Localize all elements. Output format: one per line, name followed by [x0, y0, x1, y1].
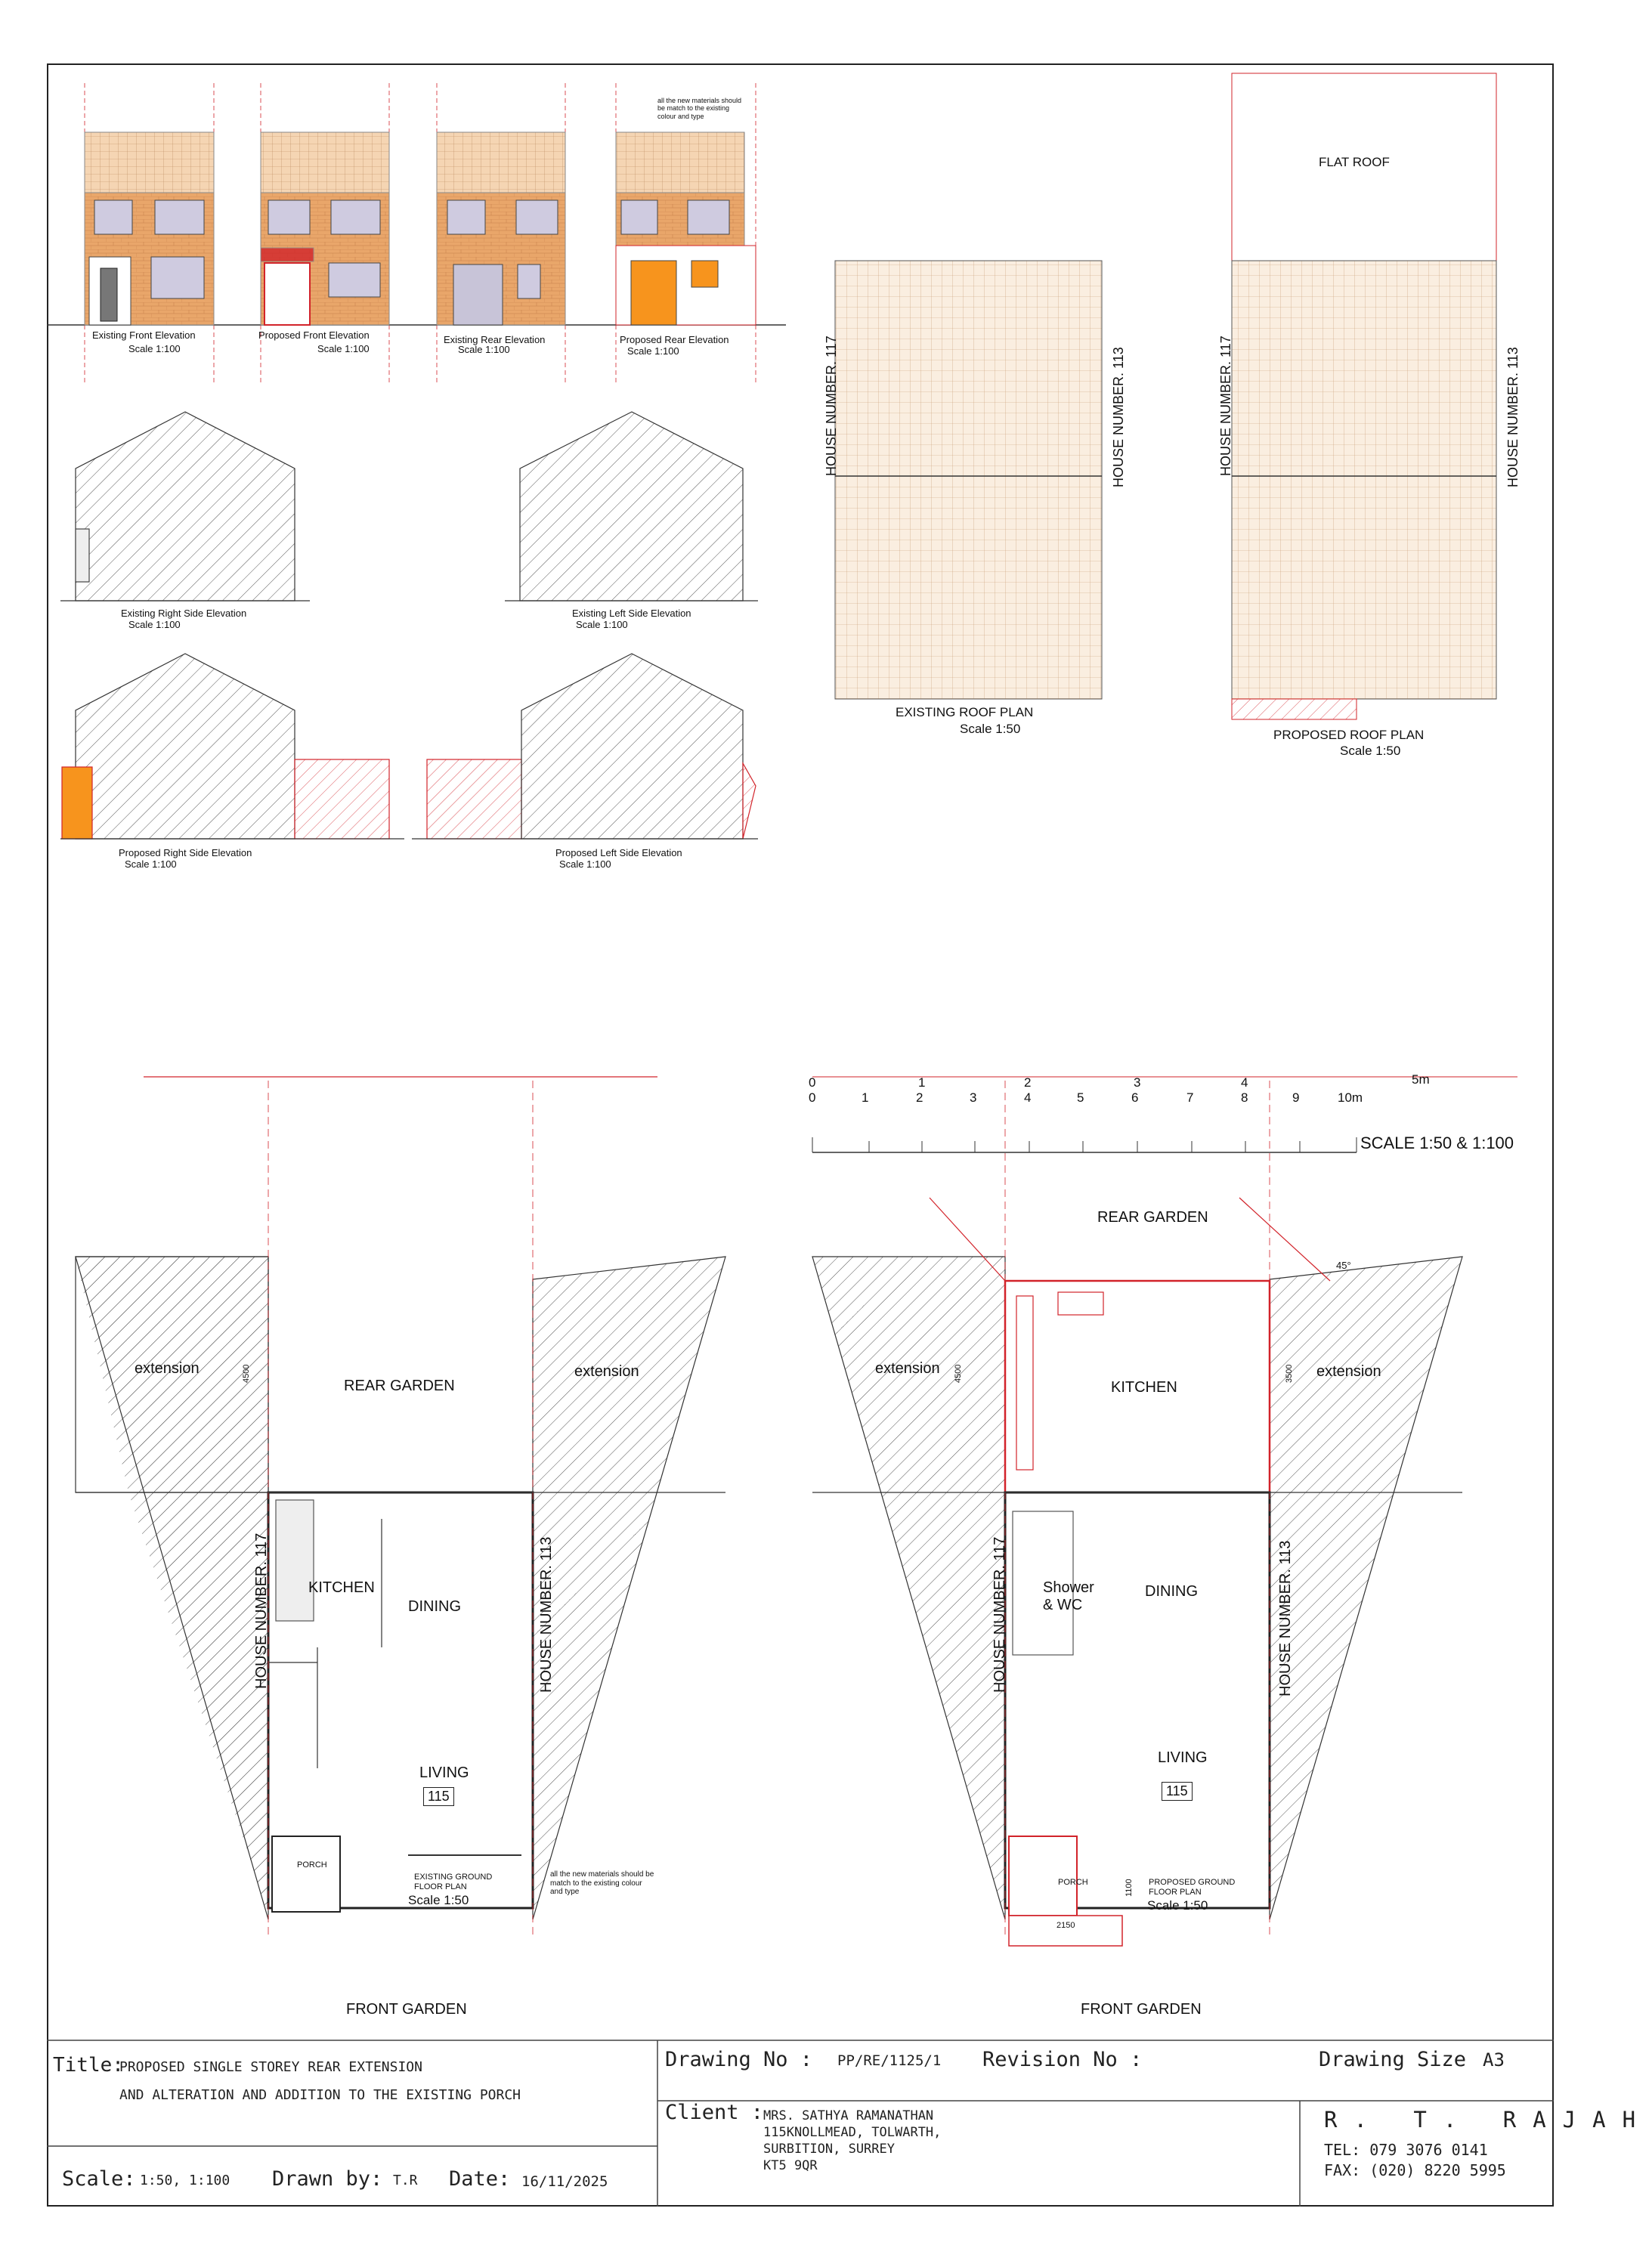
company-fax: FAX: (020) 8220 5995 [1324, 2161, 1506, 2179]
proposed-extension-left: extension [875, 1360, 940, 1377]
roof-proposed-house-117: HOUSE NUMBER. 117 [1218, 336, 1233, 476]
existing-kitchen: KITCHEN [308, 1579, 375, 1596]
proposed-house-number: 115 [1162, 1782, 1193, 1801]
existing-floor-plan [76, 1077, 725, 1935]
existing-house-113: HOUSE NUMBER. 113 [538, 1536, 555, 1693]
existing-roof-plan-scale: Scale 1:50 [960, 722, 1021, 736]
proposed-dimension: 4500 [954, 1364, 963, 1383]
proposed-dimension-side: 3500 [1285, 1364, 1294, 1383]
proposed-roof-plan-scale: Scale 1:50 [1340, 744, 1401, 758]
proposed-plan-title: PROPOSED GROUND FLOOR PLAN [1149, 1878, 1236, 1897]
existing-extension-right: extension [574, 1363, 639, 1380]
existing-porch: PORCH [297, 1860, 327, 1870]
proposed-living: LIVING [1158, 1749, 1208, 1766]
proposed-rear-garden: REAR GARDEN [1097, 1209, 1208, 1226]
existing-front-elevation-title: Existing Front Elevation [92, 329, 196, 341]
proposed-rear-elevation-scale: Scale 1:100 [627, 345, 679, 357]
scale-bar-label: SCALE 1:50 & 1:100 [1360, 1134, 1514, 1152]
scale-top-0: 0 [809, 1075, 816, 1090]
scale-bottom-1: 1 [862, 1090, 869, 1105]
proposed-left-side-title: Proposed Left Side Elevation [555, 847, 682, 858]
proposed-extension-right: extension [1316, 1363, 1381, 1380]
scale-top-3: 3 [1134, 1075, 1141, 1090]
scale-bottom-3: 3 [970, 1090, 977, 1105]
scale-bottom-8: 8 [1241, 1090, 1248, 1105]
proposed-left-side-scale: Scale 1:100 [559, 858, 611, 870]
scale-bottom-5: 5 [1077, 1090, 1084, 1105]
elevation-materials-note: all the new materials should be match to the existing colour and type [657, 97, 742, 120]
existing-plan-scale: Scale 1:50 [408, 1893, 469, 1907]
proposed-front-garden: FRONT GARDEN [1081, 2001, 1202, 2018]
client-line-4: KT5 9QR [763, 2158, 818, 2173]
proposed-shower-wc: Shower & WC [1043, 1579, 1094, 1613]
drawn-by-label: Drawn by: [272, 2167, 383, 2191]
title-line-2: AND ALTERATION AND ADDITION TO THE EXISTING PORCH [119, 2087, 521, 2103]
drawing-no: PP/RE/1125/1 [837, 2052, 942, 2069]
proposed-porch-width: 2150 [1056, 1921, 1075, 1930]
drawn-by: T.R [393, 2173, 418, 2188]
scale-bottom-9: 9 [1292, 1090, 1300, 1105]
scale-bottom-2: 2 [916, 1090, 923, 1105]
roof-proposed-house-113: HOUSE NUMBER. 113 [1505, 347, 1521, 487]
existing-front-garden: FRONT GARDEN [346, 2001, 467, 2018]
proposed-angle: 45° [1336, 1260, 1351, 1271]
proposed-dining: DINING [1145, 1583, 1198, 1600]
proposed-kitchen: KITCHEN [1111, 1379, 1177, 1396]
existing-rear-elevation-title: Existing Rear Elevation [444, 334, 546, 345]
existing-left-side-scale: Scale 1:100 [576, 619, 628, 630]
proposed-roof-plan-title: PROPOSED ROOF PLAN [1273, 728, 1425, 742]
existing-rear-elevation-scale: Scale 1:100 [458, 344, 510, 355]
client-line-1: MRS. SATHYA RAMANATHAN [763, 2108, 934, 2123]
proposed-house-117: HOUSE NUMBER. 117 [992, 1536, 1008, 1693]
existing-extension-left: extension [135, 1360, 200, 1377]
company-name: R. T. RAJAH [1324, 2107, 1652, 2132]
existing-plan-note: all the new materials should be match to the existing colour and type [550, 1870, 654, 1896]
date-label: Date: [449, 2167, 511, 2191]
scale-top-4: 4 [1241, 1075, 1248, 1090]
title-label: Title: [53, 2054, 124, 2077]
roof-existing-house-113: HOUSE NUMBER. 113 [1111, 347, 1126, 487]
client-line-3: SURBITION, SURREY [763, 2142, 895, 2157]
existing-front-elevation-scale: Scale 1:100 [128, 343, 181, 354]
existing-right-side-title: Existing Right Side Elevation [121, 608, 247, 619]
scale-bottom-6: 6 [1131, 1090, 1139, 1105]
proposed-front-elevation-title: Proposed Front Elevation [258, 329, 370, 341]
title-line-1: PROPOSED SINGLE STOREY REAR EXTENSION [119, 2059, 422, 2075]
proposed-right-side-scale: Scale 1:100 [125, 858, 177, 870]
scale-bottom-10m: 10m [1338, 1090, 1363, 1105]
scale-top-5m: 5m [1412, 1072, 1430, 1087]
drawing-size-label: Drawing Size [1319, 2048, 1467, 2071]
drawing-size: A3 [1483, 2049, 1505, 2071]
proposed-plan-scale: Scale 1:50 [1147, 1898, 1208, 1913]
proposed-porch: PORCH [1058, 1878, 1088, 1887]
scale-bottom-7: 7 [1186, 1090, 1194, 1105]
existing-living: LIVING [419, 1764, 469, 1781]
date-value: 16/11/2025 [521, 2173, 608, 2190]
scale-top-2: 2 [1024, 1075, 1032, 1090]
existing-right-side-scale: Scale 1:100 [128, 619, 181, 630]
existing-dining: DINING [408, 1598, 461, 1615]
existing-rear-garden: REAR GARDEN [344, 1378, 455, 1394]
roof-plans [835, 73, 1496, 719]
proposed-rear-elevation-title: Proposed Rear Elevation [620, 334, 729, 345]
scale-top-1: 1 [918, 1075, 926, 1090]
roof-existing-house-117: HOUSE NUMBER. 117 [824, 336, 839, 476]
flat-roof-label: FLAT ROOF [1319, 155, 1390, 169]
scale-bottom-0: 0 [809, 1090, 816, 1105]
existing-house-117: HOUSE NUMBER. 117 [253, 1532, 270, 1689]
client-line-2: 115KNOLLMEAD, TOLWARTH, [763, 2125, 942, 2140]
existing-dimension: 4500 [242, 1364, 251, 1383]
proposed-right-side-title: Proposed Right Side Elevation [119, 847, 252, 858]
existing-left-side-title: Existing Left Side Elevation [572, 608, 691, 619]
existing-roof-plan-title: EXISTING ROOF PLAN [896, 705, 1034, 719]
client-label: Client : [665, 2101, 764, 2124]
scale-value: 1:50, 1:100 [140, 2173, 230, 2188]
scale-bottom-4: 4 [1024, 1090, 1032, 1105]
proposed-porch-depth: 1100 [1125, 1879, 1134, 1897]
revision-no-label: Revision No : [982, 2048, 1143, 2071]
existing-house-number: 115 [423, 1787, 454, 1806]
drawing-no-label: Drawing No : [665, 2048, 813, 2071]
existing-plan-title: EXISTING GROUND FLOOR PLAN [414, 1873, 493, 1891]
proposed-front-elevation-scale: Scale 1:100 [317, 343, 370, 354]
proposed-house-113: HOUSE NUMBER. 113 [1277, 1540, 1294, 1696]
scale-label: Scale: [62, 2167, 136, 2191]
company-tel: TEL: 079 3076 0141 [1324, 2141, 1488, 2159]
